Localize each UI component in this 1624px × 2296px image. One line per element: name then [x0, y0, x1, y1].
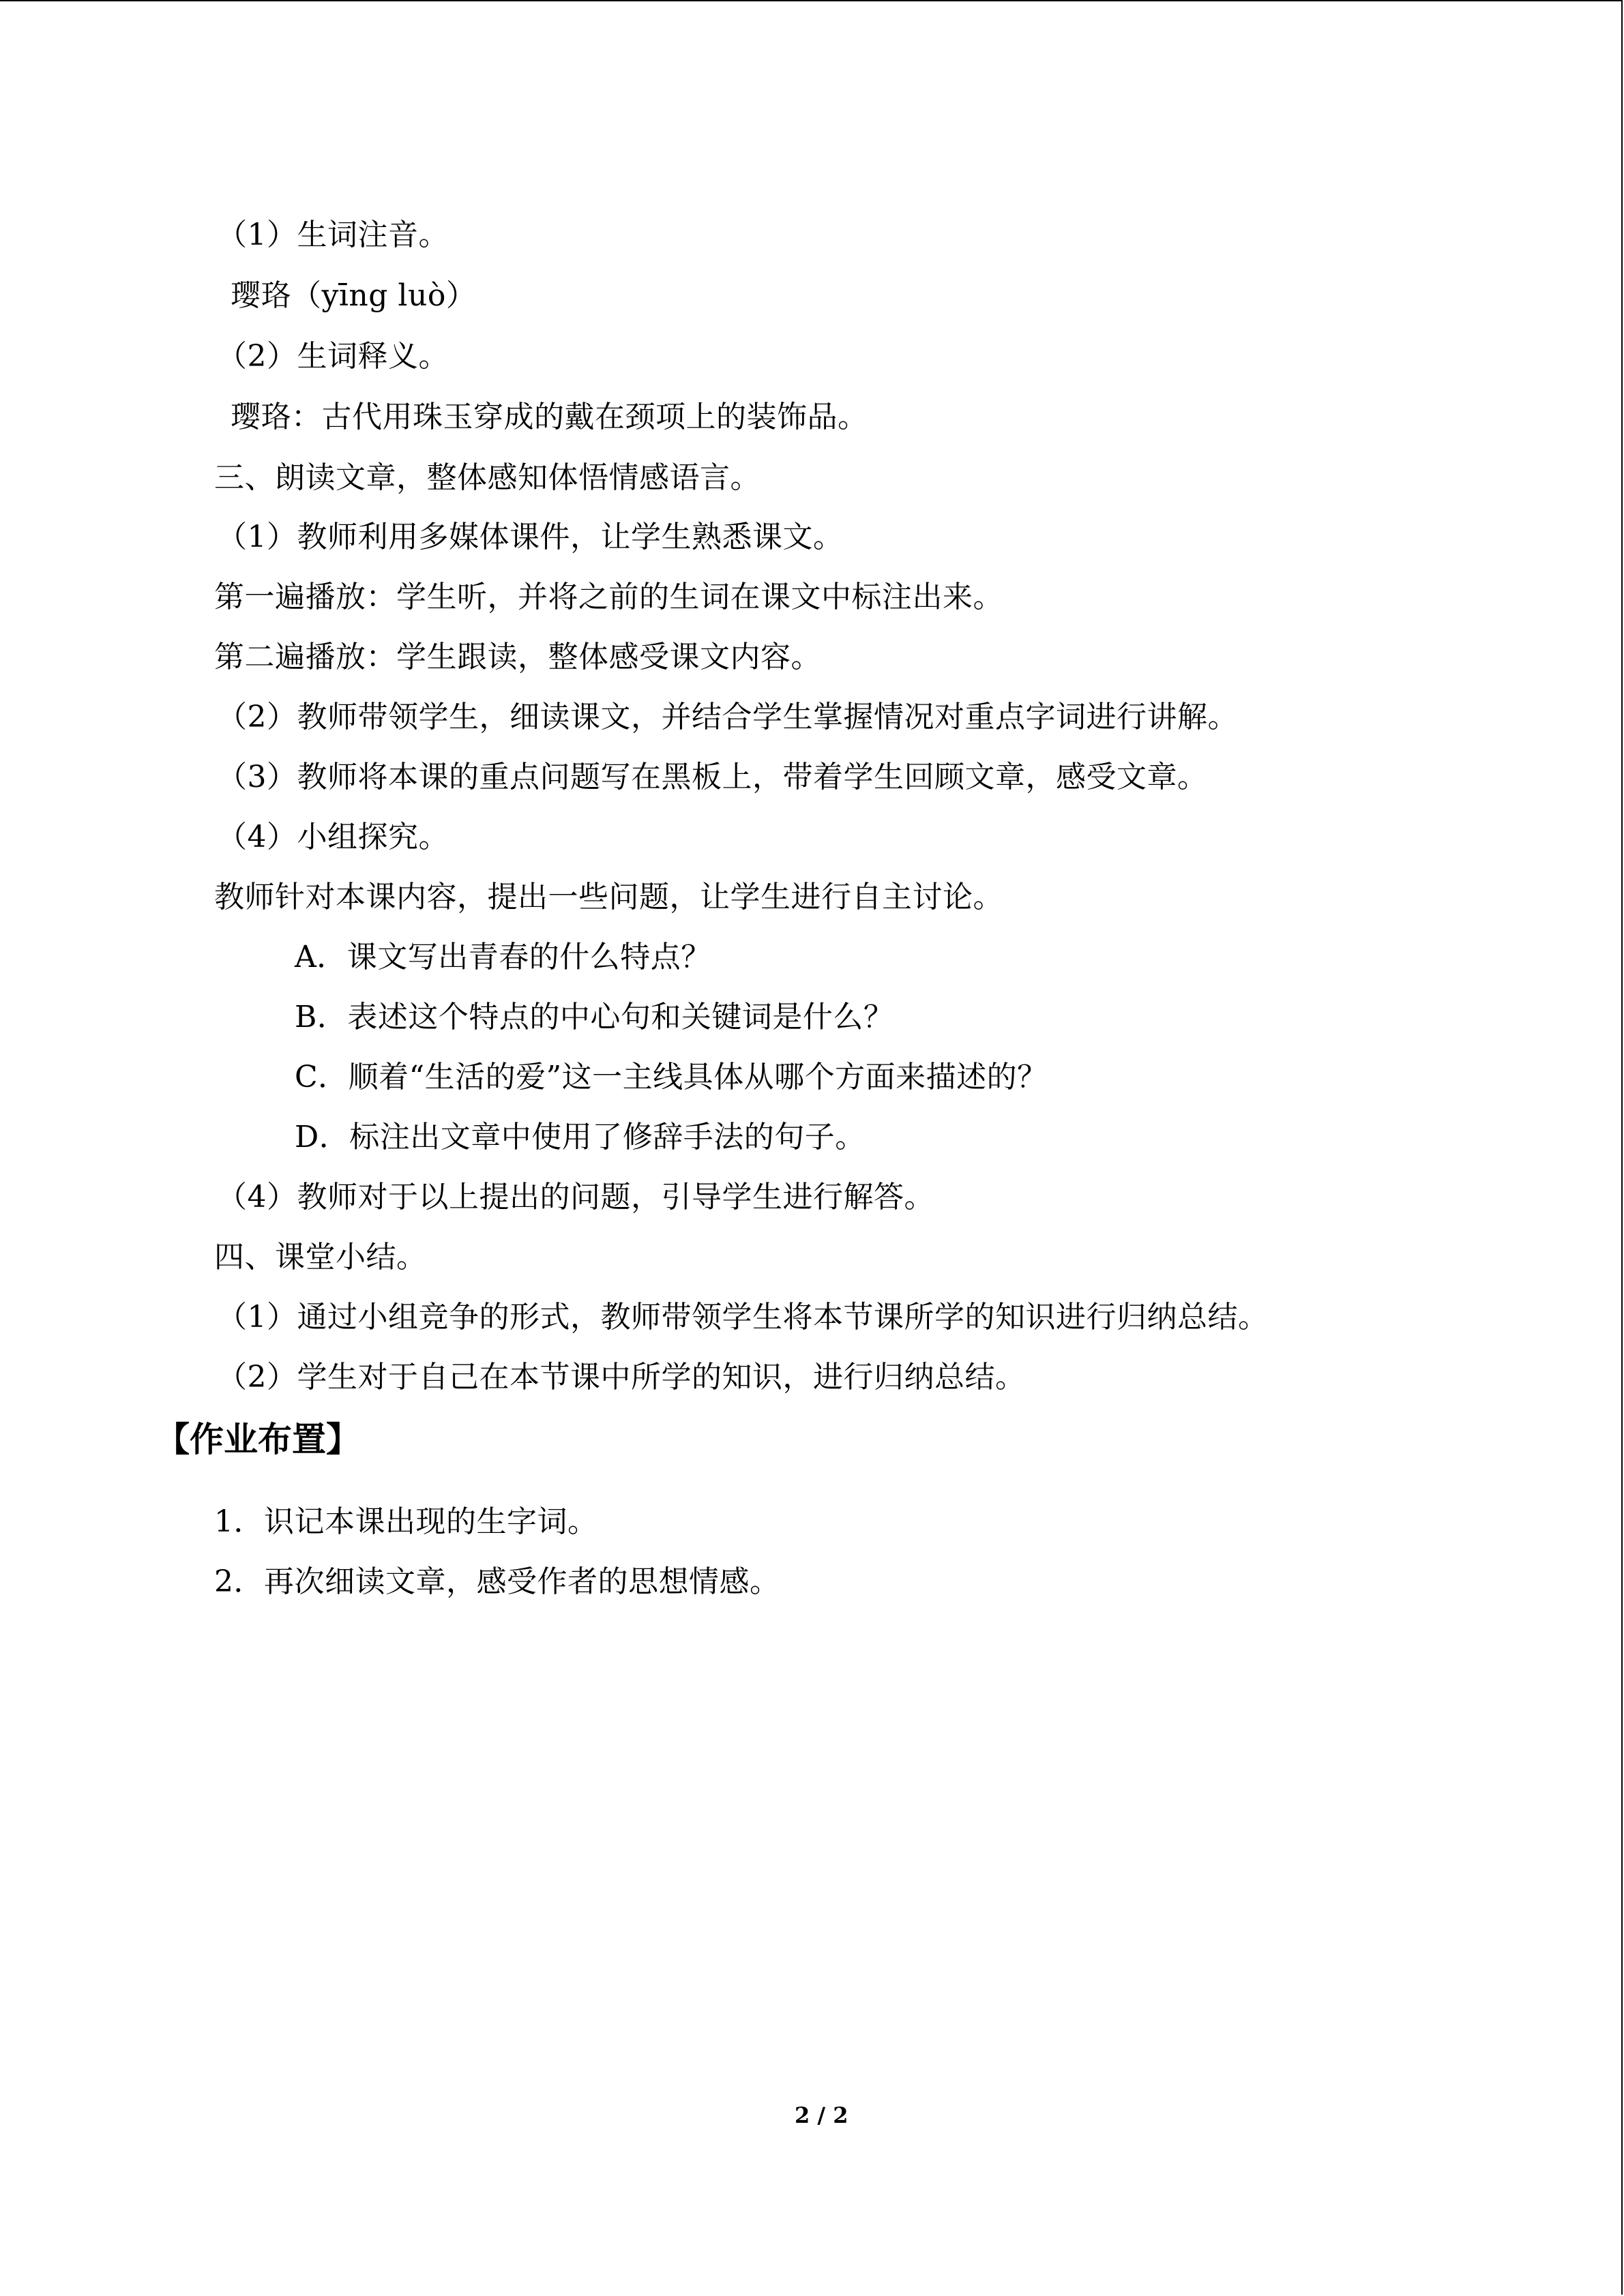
line-vocab-pinyin: （1）生词注音。 [217, 218, 449, 252]
line-step-3: （3）教师将本课的重点问题写在黑板上，带着学生回顾文章，感受文章。 [217, 760, 1208, 794]
line-vocab-meaning: （2）生词释义。 [217, 339, 449, 374]
page-number: 2 / 2 [795, 2102, 848, 2128]
line-summary-1: （1）通过小组竞争的形式，教师带领学生将本节课所学的知识进行归纳总结。 [217, 1300, 1269, 1335]
question-b: B．表述这个特点的中心句和关键词是什么？ [295, 1000, 894, 1034]
homework-item-1: 1．识记本课出现的生字词。 [214, 1504, 598, 1539]
question-c: C．顺着“生活的爱”这一主线具体从哪个方面来描述的？ [295, 1060, 1048, 1094]
line-step-1: （1）教师利用多媒体课件，让学生熟悉课文。 [217, 520, 844, 554]
line-summary-2: （2）学生对于自己在本节课中所学的知识，进行归纳总结。 [217, 1360, 1026, 1395]
homework-heading: 【作业布置】 [156, 1420, 360, 1459]
line-discussion-intro: 教师针对本课内容，提出一些问题，让学生进行自主讨论。 [214, 880, 1003, 914]
section-heading-3: 三、朗读文章，整体感知体悟情感语言。 [214, 460, 761, 495]
question-d: D．标注出文章中使用了修辞手法的句子。 [295, 1120, 866, 1154]
line-yingluo-meaning: 璎珞：古代用珠玉穿成的戴在颈项上的装饰品。 [231, 400, 868, 434]
homework-item-2: 2．再次细读文章，感受作者的思想情感。 [214, 1564, 780, 1599]
question-a: A．课文写出青春的什么特点？ [295, 940, 711, 974]
line-step-2: （2）教师带领学生，细读课文，并结合学生掌握情况对重点字词进行讲解。 [217, 700, 1238, 734]
line-step-4: （4）小组探究。 [217, 820, 449, 854]
section-heading-4: 四、课堂小结。 [214, 1240, 427, 1274]
line-answer-guidance: （4）教师对于以上提出的问题，引导学生进行解答。 [217, 1180, 934, 1214]
line-first-play: 第一遍播放：学生听，并将之前的生词在课文中标注出来。 [214, 580, 1003, 614]
line-yingluo-pinyin: 璎珞（yīng luò） [231, 278, 477, 313]
line-second-play: 第二遍播放：学生跟读，整体感受课文内容。 [214, 640, 821, 674]
